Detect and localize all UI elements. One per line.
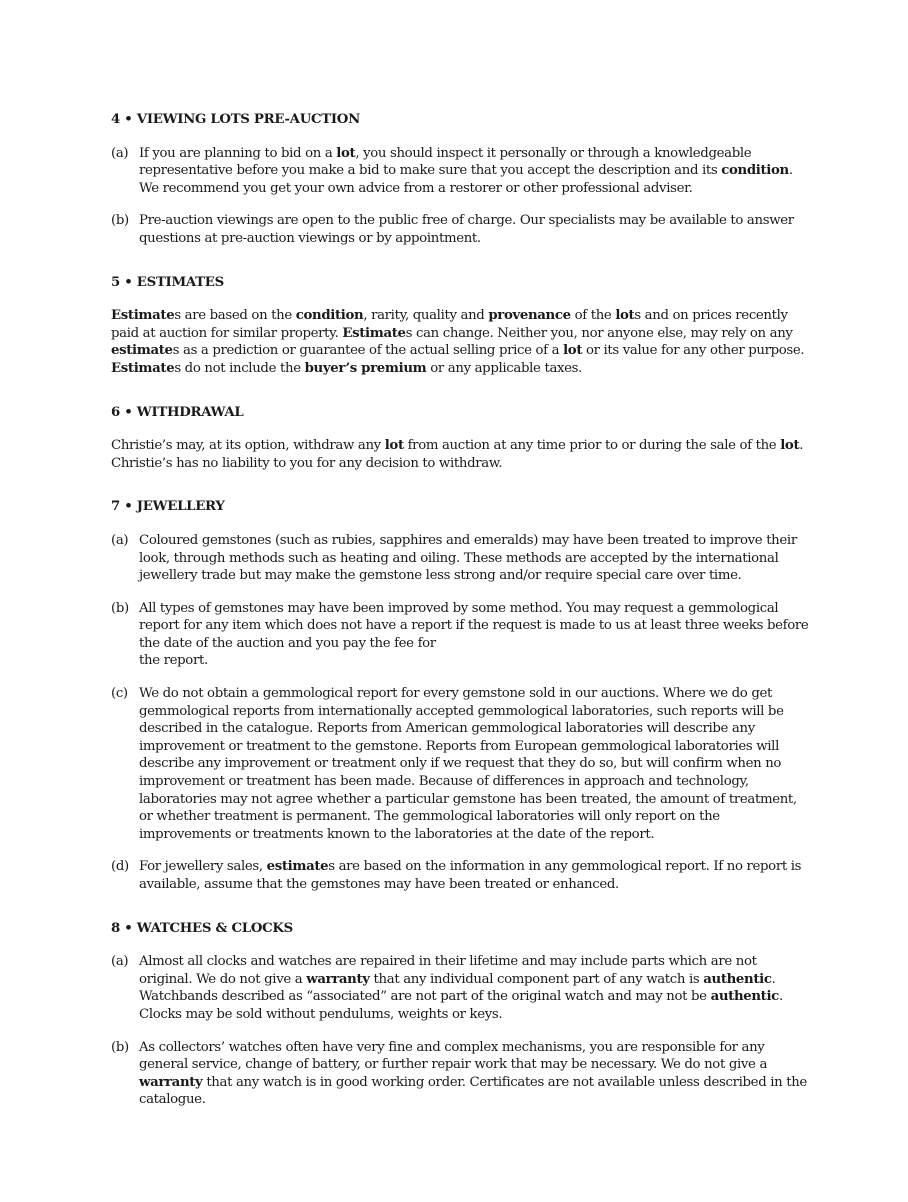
item-text: All types of gemstones may have been improved by some method. You may request a gemmological report for any item which does not have a report if the request is made to us at least three weeks before the date of the auction and you pay the fee for the report.: [139, 600, 809, 669]
section-jewellery: [111, 498, 811, 893]
list-item: [111, 1039, 811, 1109]
document-page: [111, 111, 811, 1135]
section-withdrawal: [111, 404, 811, 473]
item-label: (a): [111, 532, 129, 548]
item-label: (b): [111, 600, 129, 616]
paragraph: Estimates are based on the condition, rarity, quality and provenance of the lots and on prices recently paid at auction for similar property. Estimates can change. Neither you, nor anyone else, may rely on any estimates as a prediction or guarantee of the actual selling price of a lot or its value for any other purpose. Estimates do not include the buyer’s premium or any applicable taxes.: [111, 308, 805, 376]
item-text: Almost all clocks and watches are repaired in their lifetime and may include parts which are not original. We do not give a warranty that any individual component part of any watch is authentic. Watchbands described as “associated” are not part of the original watch and may not be authentic. Clocks may be sold without pendulums, weights or keys.: [139, 954, 783, 1022]
item-text: As collectors’ watches often have very fine and complex mechanisms, you are responsible for any general service, change of battery, or further repair work that may be necessary. We do not give a warranty that any watch is in good working order. Certificates are not available unless described in the catalogue.: [139, 1039, 807, 1108]
list-item: [111, 685, 811, 843]
list-item: [111, 858, 811, 893]
item-label: (b): [111, 213, 129, 229]
item-label: (b): [111, 1039, 129, 1055]
list-item: [111, 532, 811, 585]
item-text: For jewellery sales, estimates are based on the information in any gemmological report. If no report is available, assume that the gemstones may have been treated or enhanced.: [139, 859, 802, 892]
item-text: We do not obtain a gemmological report for every gemstone sold in our auctions. Where we do get gemmological reports from internationally accepted gemmological laboratories, such reports will be described in the catalogue. Reports from American gemmological laboratories will describe any improvement or treatment to the gemstone. Reports from European gemmological laboratories will describe any improvement or treatment only if we request that they do so, but will confirm when no improvement or treatment has been made. Because of differences in approach and technology, laboratories may not agree whether a particular gemstone has been treated, the amount of treatment, or whether treatment is permanent. The gemmological laboratories will only report on the improvements or treatments known to the laboratories at the date of the report.: [139, 686, 797, 842]
section-estimates: [111, 274, 811, 378]
item-text: If you are planning to bid on a lot, you should inspect it personally or through a knowledgeable representative before you make a bid to make sure that you accept the description and its condition. We recommend you get your own advice from a restorer or other professional adviser.: [139, 145, 793, 196]
item-label: (d): [111, 859, 129, 875]
section-viewing-lots: [111, 111, 811, 248]
item-label: (a): [111, 954, 129, 970]
section-heading: 8 • WATCHES & CLOCKS: [111, 920, 293, 936]
item-label: (c): [111, 686, 128, 702]
section-watches-clocks: [111, 920, 811, 1109]
item-text: Coloured gemstones (such as rubies, sapphires and emeralds) may have been treated to improve their look, through methods such as heating and oiling. These methods are accepted by the international jewellery trade but may make the gemstone less strong and/or require special care over time.: [139, 532, 797, 584]
list-item: [111, 212, 811, 247]
section-heading: 6 • WITHDRAWAL: [111, 404, 244, 420]
list-item: [111, 600, 811, 670]
paragraph: Christie’s may, at its option, withdraw any lot from auction at any time prior to or during the sale of the lot. Christie’s has no liability to you for any decision to withdraw.: [111, 438, 804, 471]
list-item: [111, 145, 811, 198]
section-heading: 7 • JEWELLERY: [111, 499, 225, 515]
item-label: (a): [111, 145, 129, 161]
section-heading: 5 • ESTIMATES: [111, 274, 224, 290]
item-text: Pre-auction viewings are open to the public free of charge. Our specialists may be available to answer questions at pre-auction viewings or by appointment.: [139, 213, 794, 246]
section-heading: 4 • VIEWING LOTS PRE-AUCTION: [111, 112, 360, 127]
list-item: [111, 953, 811, 1023]
